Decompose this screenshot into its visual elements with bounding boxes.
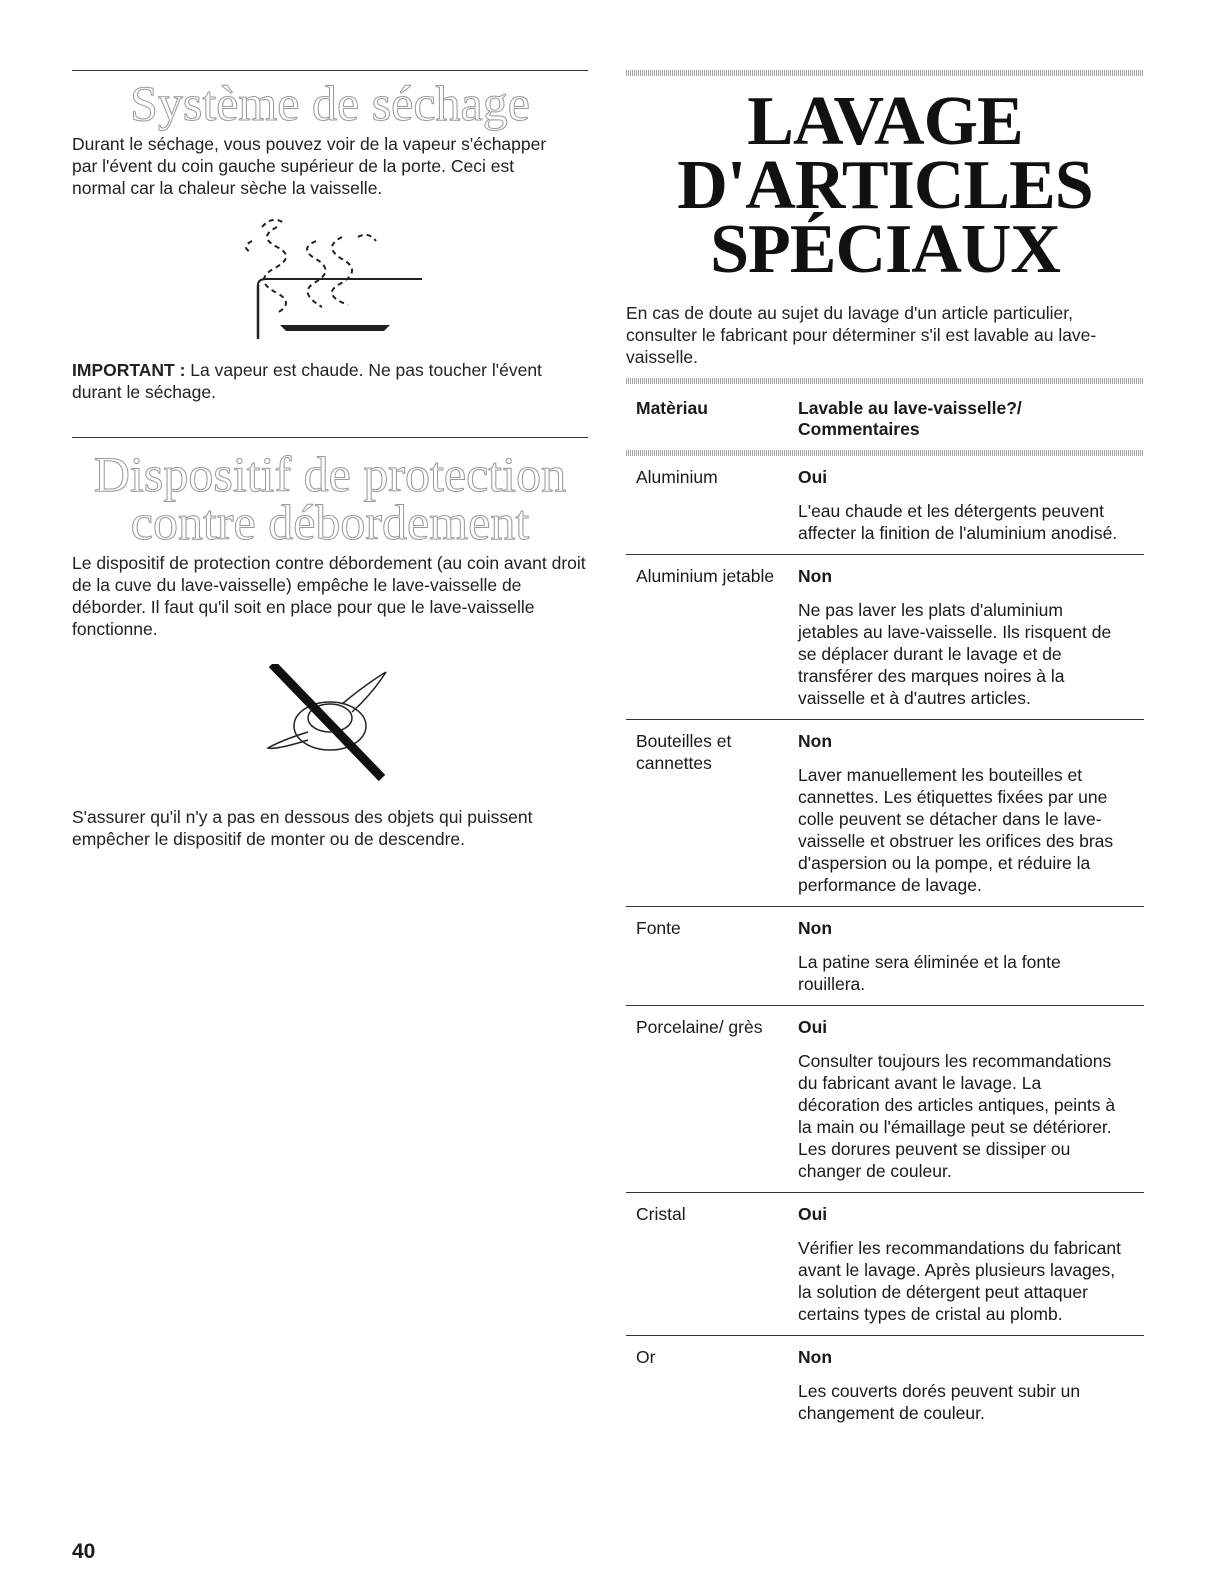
row-material: Fonte (636, 918, 681, 938)
table-row (626, 1006, 1144, 1193)
table-row (626, 1336, 1144, 1434)
section-divider (626, 70, 1144, 76)
overflow-title (72, 446, 588, 550)
special-items-table (626, 456, 1144, 1434)
header-washable: Lavable au lave-vaisselle?/ Commentaires (798, 398, 1022, 439)
row-comment: Consulter toujours les recommandations du fabricant avant le lavage. La décoration des articles antiques, peints à la main ou l'émaillage peut se détériorer. Les dorures peuvent se dissiper ou changer de couleur. (798, 1051, 1116, 1181)
row-verdict: Oui (798, 1204, 828, 1224)
row-comment: La patine sera éliminée et la fonte rouillera. (798, 952, 1061, 994)
row-comment: L'eau chaude et les détergents peuvent affecter la finition de l'aluminium anodisé. (798, 501, 1118, 543)
drying-body: Durant le séchage, vous pouvez voir de la vapeur s'échapper par l'évent du coin gauche supérieur de la porte. Ceci est normal car la chaleur sèche la vaisselle. (72, 134, 547, 198)
row-comment: Laver manuellement les bouteilles et cannettes. Les étiquettes fixées par une colle peuvent se détacher dans le lave-vaisselle et obstruer les orifices des bras d'aspersion ou la pompe, et réduire la performance de lavage. (798, 765, 1114, 895)
overflow-title-line2: contre débordement (130, 494, 530, 550)
row-comment: Ne pas laver les plats d'aluminium jetables au lave-vaisselle. Ils risquent de se déplacer durant le lavage et de transférer des marques noires à la vaisselle et à d'autres articles. (798, 600, 1112, 708)
overflow-note: S'assurer qu'il n'y a pas en dessous des objets qui puissent empêcher le dispositif de monter ou de descendre. (72, 807, 533, 849)
special-title-line3: SPÉCIAUX (710, 211, 1060, 288)
page-number: 40 (72, 1540, 96, 1563)
row-verdict: Non (798, 1347, 833, 1367)
row-material: Aluminium (636, 467, 718, 487)
section-divider (72, 70, 588, 71)
float-prohibited-icon (72, 664, 588, 784)
table-row (626, 1193, 1144, 1336)
steam-vent-icon (72, 207, 588, 347)
row-verdict: Oui (798, 467, 828, 487)
row-verdict: Oui (798, 1017, 828, 1037)
row-material: Aluminium jetable (636, 566, 775, 586)
overflow-body: Le dispositif de protection contre débordement (au coin avant droit de la cuve du lave-vaisselle) empêche le lave-vaisselle de déborder. Il faut qu'il soit en place pour que le lave-vaisselle fonctionne. (72, 553, 586, 639)
row-material: Bouteilles et cannettes (636, 731, 732, 773)
special-intro: En cas de doute au sujet du lavage d'un article particulier, consulter le fabricant pour déterminer s'il est lavable au lave-vaisselle. (626, 303, 1097, 367)
steam-vent-illustration (72, 207, 588, 347)
drying-title: Système de séchage (130, 75, 530, 131)
overflow-title-line1: Dispositif de protection (93, 446, 567, 502)
special-title-line2: D'ARTICLES (677, 147, 1093, 224)
row-material: Cristal (636, 1204, 686, 1224)
table-header-divider (626, 450, 1144, 456)
table-row (626, 720, 1144, 907)
right-column (626, 70, 1144, 1434)
row-verdict: Non (798, 918, 833, 938)
table-row (626, 555, 1144, 720)
special-title-line1: LAVAGE (747, 83, 1023, 160)
row-comment: Les couverts dorés peuvent subir un changement de couleur. (798, 1381, 1081, 1423)
row-verdict: Non (798, 566, 833, 586)
table-header (626, 384, 1144, 450)
row-verdict: Non (798, 731, 833, 751)
special-items-title (626, 83, 1144, 288)
important-label: IMPORTANT : (72, 360, 186, 380)
row-material: Porcelaine/ grès (636, 1017, 763, 1037)
table-row (626, 456, 1144, 555)
important-text: La vapeur est chaude. Ne pas toucher l'évent durant le séchage. (72, 360, 542, 402)
table-row (626, 907, 1144, 1006)
drying-important (72, 359, 588, 403)
table-top-divider (626, 378, 1144, 384)
section-divider (72, 437, 588, 438)
overflow-float-illustration (72, 664, 588, 784)
row-material: Or (636, 1347, 656, 1367)
row-comment: Vérifier les recommandations du fabricant avant le lavage. Après plusieurs lavages, la solution de détergent peut attaquer certains types de cristal au plomb. (798, 1238, 1121, 1324)
left-column (72, 70, 588, 850)
header-material: Matèriau (636, 398, 708, 418)
